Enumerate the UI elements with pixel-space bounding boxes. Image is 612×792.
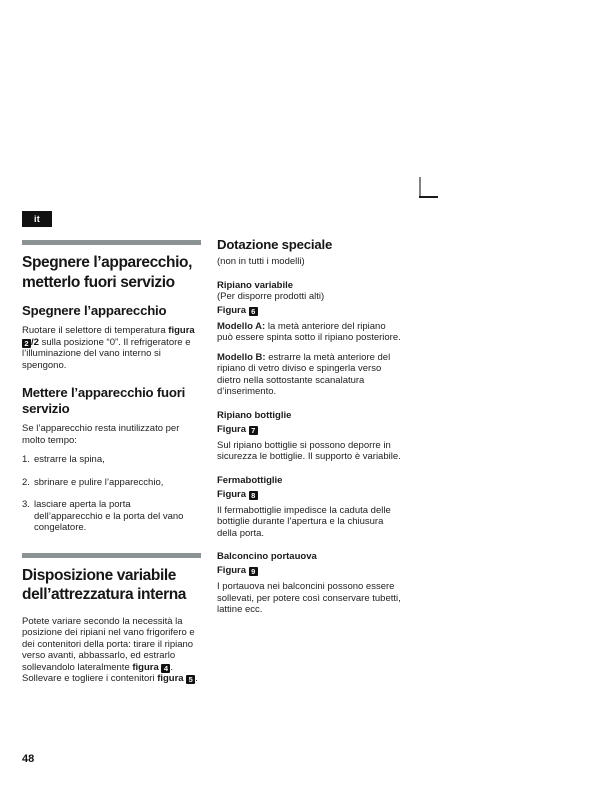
list-item-number: 3. — [22, 499, 30, 510]
paragraph-switch-off: Ruotare il selettore di temperatura figura 2 /2 sulla posizione “0”. Il refrigeratore e l’illuminazione del vano interno si spengono. — [22, 325, 195, 371]
left-column — [22, 240, 201, 693]
figure-number-box: 6 — [249, 307, 258, 316]
list-item — [22, 454, 201, 466]
list-item-text: estrarre la spina, — [34, 454, 105, 465]
page-number: 48 — [22, 753, 35, 765]
figure-number-box: 7 — [249, 426, 258, 435]
figure-number-box: 2 — [22, 339, 31, 348]
feature-paragraph: Sul ripiano bottiglie si possono deporre in sicurezza le bottiglie. Il supporto è variabile. — [217, 439, 401, 462]
list-item-text: sbrinare e pulire l’apparecchio, — [34, 476, 164, 488]
feature-heading: Ripiano bottiglie — [217, 409, 292, 421]
figure-number-box: 8 — [249, 491, 258, 500]
feature-block-bottle-shelf — [217, 410, 401, 463]
feature-paragraph: I portauova nei balconcini possono essere sollevati, per potere così conservare tubetti, lattine ecc. — [217, 581, 401, 615]
figure-number-box: 4 — [161, 664, 170, 673]
crop-mark-vertical — [419, 177, 421, 198]
figure-number-box: 9 — [249, 567, 258, 576]
list-item-number: 2. — [22, 476, 30, 488]
crop-mark-horizontal — [419, 196, 438, 198]
section-divider-bar — [22, 240, 201, 245]
feature-paragraph: Modello A: la metà anteriore del ripiano può essere spinta sotto il ripiano posteriore. — [217, 320, 401, 343]
list-item-number: 1. — [22, 454, 30, 465]
section-title-switch-off: Spegnere l’apparecchio, metterlo fuori servizio — [22, 254, 192, 291]
section-title-special-features: Dotazione speciale — [217, 237, 333, 252]
list-item — [22, 477, 201, 489]
subheading-switch-off-appliance: Spegnere l’apparecchio — [22, 303, 167, 318]
figure-number-box: 5 — [186, 675, 195, 684]
numbered-list — [22, 454, 201, 534]
language-tag — [22, 211, 52, 227]
feature-block-variable-shelf — [217, 280, 401, 398]
language-tag-label: it — [33, 214, 41, 224]
section-title-variable-layout: Disposizione variabile dell’attrezzatura interna — [22, 566, 186, 603]
section-divider-bar — [22, 553, 201, 558]
figure-reference: Figura 6 — [217, 305, 401, 316]
feature-block-bottle-holder — [217, 475, 401, 540]
figure-reference: Figura 7 — [217, 424, 401, 435]
figure-reference: Figura 9 — [217, 565, 401, 576]
list-item — [22, 499, 201, 534]
feature-block-egg-tray — [217, 551, 401, 616]
feature-paragraph: Modello B: estrarre la metà anteriore del ripiano di vetro diviso e spingerla verso dietro nella sottostante scanalatura d’inserimento. — [217, 351, 391, 397]
feature-note: (Per disporre prodotti alti) — [217, 290, 325, 302]
feature-heading: Balconcino portauova — [217, 551, 317, 562]
list-item-text: lasciare aperta la porta dell’apparecchio e la porta del vano congelatore. — [34, 499, 184, 533]
paragraph-variable-layout: Potete variare secondo la necessità la posizione dei ripiani nel vano frigorifero e dei contenitori della porta: tirare il ripiano verso avanti, abbassarlo, ed estrarlo sollevandolo lateralmente figura 4 . Sollevare e togliere i contenitori figura 5 . — [22, 615, 198, 684]
feature-paragraph: Il fermabottiglie impedisce la caduta delle bottiglie durante l’apertura e la chiusura della porta. — [217, 504, 391, 539]
subheading-decommission: Mettere l’apparecchio fuori servizio — [22, 385, 186, 416]
figure-reference: Figura 8 — [217, 489, 401, 500]
right-column — [217, 237, 401, 624]
section-subtitle: (non in tutti i modelli) — [217, 256, 305, 267]
feature-heading: Ripiano variabile — [217, 279, 294, 291]
paragraph-decommission-intro: Se l’apparecchio resta inutilizzato per molto tempo: — [22, 423, 180, 446]
feature-heading: Fermabottiglie — [217, 474, 283, 486]
